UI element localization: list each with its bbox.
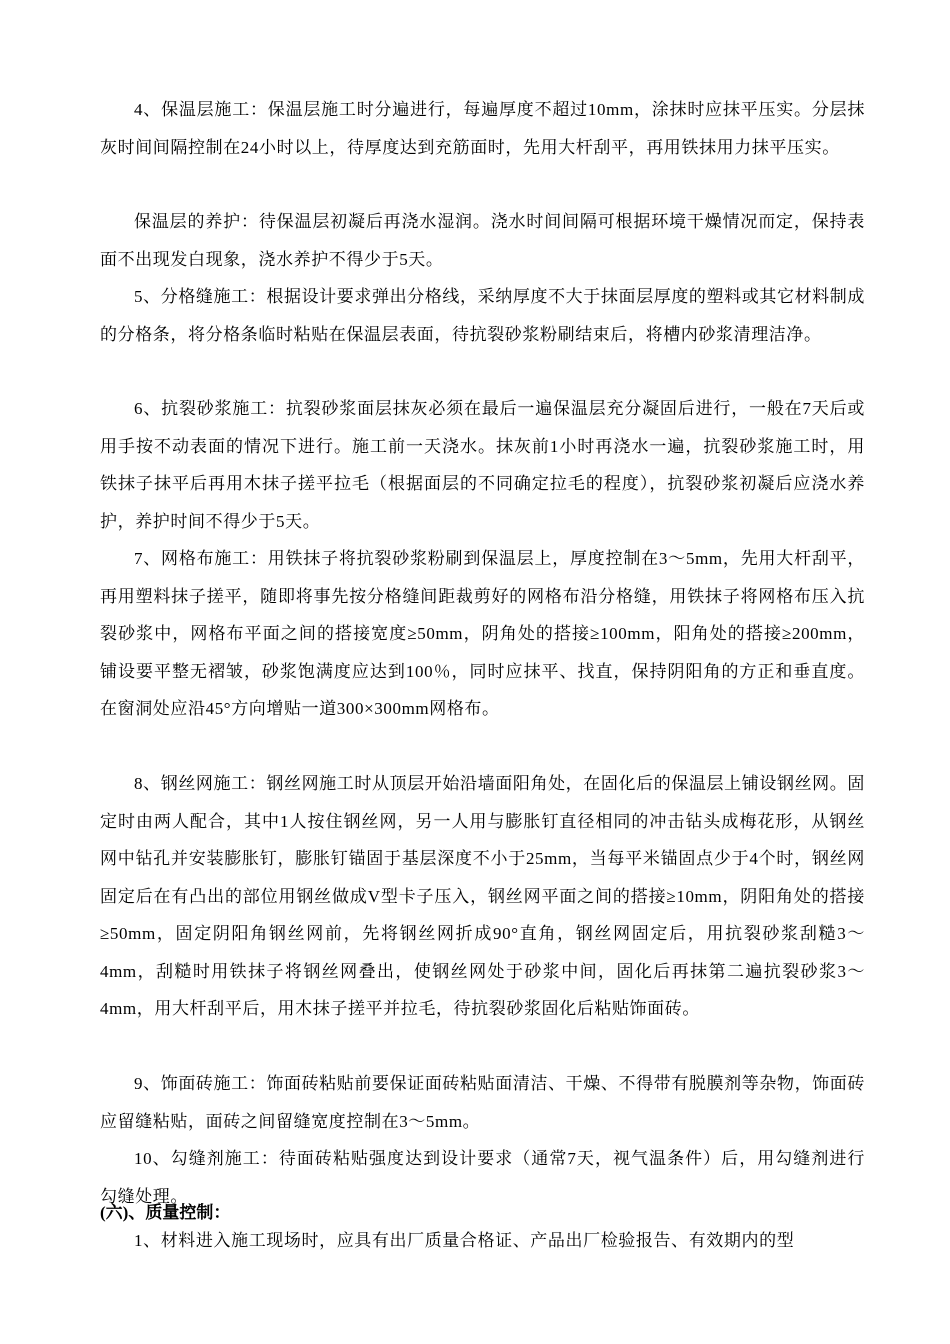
paragraph-facing-tile: 9、饰面砖施工：饰面砖粘贴前要保证面砖粘贴面清洁、干燥、不得带有脱膜剂等杂物，饰面砖应留缝粘贴，面砖之间留缝宽度控制在3～5mm。: [100, 1074, 865, 1131]
paragraph-material-entry: 1、材料进入施工现场时，应具有出厂质量合格证、产品出厂检验报告、有效期内的型: [134, 1231, 795, 1250]
paragraph-mesh-cloth: 7、网格布施工：用铁抹子将抗裂砂浆粉刷到保温层上，厚度控制在3～5mm，先用大杆刮平，再用塑料抹子搓平，随即将事先按分格缝间距裁剪好的网格布沿分格缝，用铁抹子将网格布压入抗裂砂浆中，网格布平面之间的搭接宽度≥50mm，阴角处的搭接≥100mm，阳角处的搭接≥200mm，铺设要平整无褶皱，砂浆饱满度应达到100％，同时应抹平、找直，保持阴阳角的方正和垂直度。在窗洞处应沿45°方向增贴一道300×300mm网格布。: [100, 549, 865, 718]
paragraph-insulation-layer: 4、保温层施工：保温层施工时分遍进行，每遍厚度不超过10mm，涂抹时应抹平压实。分层抹灰时间间隔控制在24小时以上，待厚度达到充筋面时，先用大杆刮平，再用铁抹用力抹平压实。: [100, 100, 865, 157]
paragraph-anti-crack-mortar: 6、抗裂砂浆施工：抗裂砂浆面层抹灰必须在最后一遍保温层充分凝固后进行，一般在7天后或用手按不动表面的情况下进行。施工前一天浇水。抹灰前1小时再浇水一遍，抗裂砂浆施工时，用铁抹子抹平后再用木抹子搓平拉毛（根据面层的不同确定拉毛的程度），抗裂砂浆初凝后应浇水养护，养护时间不得少于5天。: [100, 399, 865, 531]
paragraph-steel-wire-mesh: 8、钢丝网施工：钢丝网施工时从顶层开始沿墙面阳角处，在固化后的保温层上铺设钢丝网。固定时由两人配合，其中1人按住钢丝网，另一人用与膨胀钉直径相同的冲击钻头成梅花形，从钢丝网中钻孔并安装膨胀钉，膨胀钉锚固于基层深度不小于25mm，当每平米锚固点少于4个时，钢丝网固定后在有凸出的部位用钢丝做成V型卡子压入，钢丝网平面之间的搭接≥10mm，阴阳角处的搭接≥50mm，固定阴阳角钢丝网前，先将钢丝网折成90°直角，钢丝网固定后，用抗裂砂浆刮糙3～4mm，刮糙时用铁抹子将钢丝网叠出，使钢丝网处于砂浆中间，固化后再抹第二遍抗裂砂浆3～4mm，用大杆刮平后，用木抹子搓平并拉毛，待抗裂砂浆固化后粘贴饰面砖。: [100, 774, 865, 1018]
paragraph-insulation-curing: 保温层的养护：待保温层初凝后再浇水湿润。浇水时间间隔可根据环境干燥情况而定，保持表面不出现发白现象，浇水养护不得少于5天。: [100, 212, 865, 269]
section-heading-quality-control: (六)、质量控制：: [100, 1203, 231, 1222]
paragraph-dividing-joint: 5、分格缝施工：根据设计要求弹出分格线，采纳厚度不大于抹面层厚度的塑料或其它材料制成的分格条，将分格条临时粘贴在保温层表面，待抗裂砂浆粉刷结束后，将槽内砂浆清理洁净。: [100, 287, 865, 344]
paragraph-joint-filler: 10、勾缝剂施工：待面砖粘贴强度达到设计要求（通常7天，视气温条件）后，用勾缝剂进行勾缝处理。: [100, 1149, 865, 1206]
